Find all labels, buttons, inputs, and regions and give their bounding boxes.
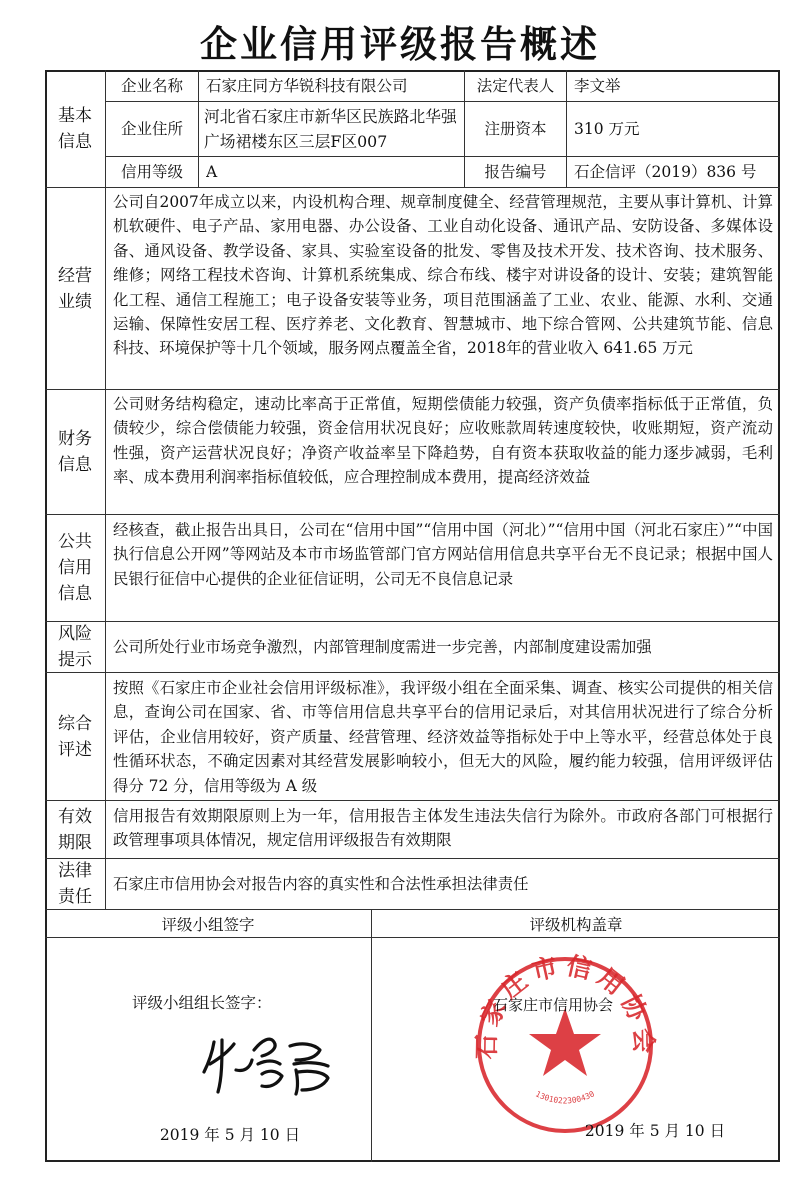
company-address-label: 企业住所 <box>120 120 183 138</box>
divider <box>198 70 199 187</box>
credit-grade-value: A <box>206 163 218 181</box>
seal-organization-label: 石家庄市信用协会 <box>493 996 614 1014</box>
registered-capital-value: 310 万元 <box>574 120 640 138</box>
divider <box>45 909 780 910</box>
divider <box>45 514 780 515</box>
validity-text: 信用报告有效期限原则上为一年，信用报告主体发生违法失信行为除外。市政府各部门可根据行政管理事项具体情况，规定信用评级报告有效期限 <box>113 807 773 850</box>
divider <box>45 937 780 938</box>
divider <box>45 621 780 622</box>
divider <box>45 800 780 801</box>
registered-capital-label: 注册资本 <box>484 120 547 138</box>
business-performance-text: 公司自2007年成立以来，内设机构合理、规章制度健全、经营管理规范，主要从事计算机、计算机软硬件、电子产品、家用电器、办公设备、工业自动化设备、通讯产品、安防设备、多媒体设备、通风设备、教学设备、家具、实验室设备的批发、零售及技术开发、技术咨询、技术服务、维修；网络工程技术咨询、计算机系统集成、综合布线、楼宇对讲设备的设计、安装；建筑智能化工程、通信工程施工；电子设备安装等业务，项目范围涵盖了工业、农业、能源、水利、交通运输、保障性安居工程、医疗养老、文化教育、智慧城市、地下综合管网、公共建筑节能、信息科技、环境保护等十几个领域，服务网点覆盖全省，2018年的营业收入 641.65 万元 <box>113 193 773 358</box>
legal-rep-value: 李文举 <box>574 77 621 95</box>
section-label-risk: 风险提示 <box>58 624 92 670</box>
divider <box>45 389 780 390</box>
divider <box>45 672 780 673</box>
section-label-public: 公共信用信息 <box>58 532 92 604</box>
section-label-review: 综合评述 <box>58 713 92 760</box>
team-leader-signature-label: 评级小组组长签字： <box>132 994 272 1012</box>
section-label-finance: 财务信息 <box>58 429 92 475</box>
divider <box>566 70 567 187</box>
report-number-label: 报告编号 <box>484 163 547 181</box>
overall-review-text: 按照《石家庄市企业社会信用评级标准》，我评级小组在全面采集、调查、核实公司提供的相关信息，查询公司在国家、省、市等信用信息共享平台的信用记录后，对其信用状况进行了综合分析评估，企业信用较好，资产质量、经营管理、经济效益等指标处于中上等水平，经营总体处于良性循环状态，不确定因素对其经营发展影响较小，但无大的风险，履约能力较强，信用评级评估得分 72 分，信用等级为 A 级 <box>113 679 773 795</box>
handwritten-signature <box>200 1030 340 1100</box>
divider <box>45 858 780 859</box>
svg-text:1301022300430 <box>534 1089 596 1105</box>
seal-ring-text: 石家庄市信用协会 <box>472 951 658 1060</box>
seal-number: 1301022300430 <box>534 1089 596 1106</box>
credit-grade-label: 信用等级 <box>120 163 183 181</box>
report-number-value: 石企信评（2019）836 号 <box>574 163 757 181</box>
legal-liability-text: 石家庄市信用协会对报告内容的真实性和合法性承担法律责任 <box>113 875 529 893</box>
section-label-legal: 法律责任 <box>58 861 92 907</box>
agency-seal-date: 2019 年 5 月 10 日 <box>584 1122 726 1140</box>
public-credit-text: 经核查，截止报告出具日，公司在“信用中国”“信用中国（河北）”“信用中国（河北石家庄）”“中国执行信息公开网”等网站及本市市场监管部门官方网站信用信息共享平台无不良记录；根据中国人民银行征信中心提供的企业征信证明，公司无不良信息记录 <box>113 521 773 588</box>
section-label-validity: 有效期限 <box>58 806 92 853</box>
company-name-label: 企业名称 <box>120 77 183 95</box>
team-signature-date: 2019 年 5 月 10 日 <box>159 1126 301 1144</box>
divider <box>371 909 372 1162</box>
financial-info-text: 公司财务结构稳定，速动比率高于正常值，短期偿债能力较强，资产负债率指标低于正常值，负债较少，综合偿债能力较强，资金信用状况良好；应收账款周转速度较快，收账期短，资产流动性强，资产运营状况良好；净资产收益率呈下降趋势，自有资本获取收益的能力逐步减弱，毛利率、成本费用利润率指标值较低，应合理控制成本费用，提高经济效益 <box>113 395 773 487</box>
page-title: 企业信用评级报告概述 <box>200 23 600 66</box>
section-label-basic: 基本信息 <box>58 105 92 152</box>
company-name-value: 石家庄同方华锐科技有限公司 <box>206 77 408 95</box>
rating-agency-seal-header: 评级机构盖章 <box>529 916 623 934</box>
risk-warning-text: 公司所处行业市场竞争激烈，内部管理制度需进一步完善，内部制度建设需加强 <box>113 638 652 656</box>
section-label-business: 经营业绩 <box>58 265 92 312</box>
legal-rep-label: 法定代表人 <box>476 77 555 95</box>
official-seal <box>470 950 660 1140</box>
divider <box>105 70 106 909</box>
company-address-value: 河北省石家庄市新华区民族路北华强广场裙楼东区三层F区007 <box>204 107 457 151</box>
rating-team-signature-header: 评级小组签字 <box>161 916 255 934</box>
divider <box>45 187 780 188</box>
